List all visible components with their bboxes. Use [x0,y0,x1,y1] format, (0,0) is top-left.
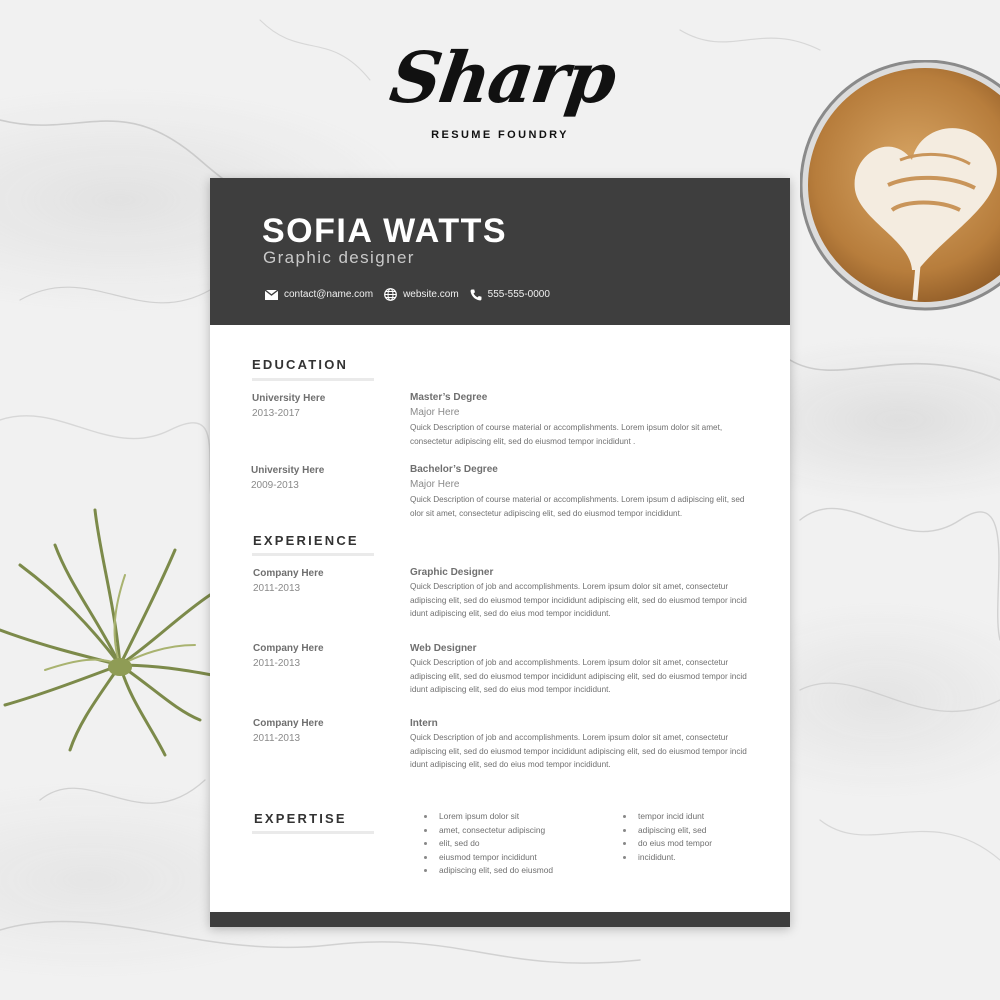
education-entry-2-right [410,462,752,520]
list-item: do eius mod tempor [621,837,712,851]
list-item: amet, consectetur adipiscing [422,824,553,838]
contact-email-text: contact@name.com [284,289,374,300]
resume-footer-bar [210,912,790,927]
experience-entry-3-right [410,716,752,772]
degree-major: Major Here [410,479,460,490]
contact-bar [265,288,561,301]
coffee-cup [800,60,1000,318]
list-item: adipiscing elit, sed [621,824,712,838]
company-name: Company Here [253,718,324,729]
list-item: adipiscing elit, sed do eiusmod [422,864,553,878]
experience-rule [252,553,374,556]
job-title: Web Designer [410,643,477,654]
contact-website [384,288,459,301]
resume-header [210,178,790,325]
list-item: tempor incid idunt [621,810,712,824]
education-entry-1-right [410,390,752,448]
mail-icon [265,290,278,300]
list-item: eiusmod tempor incididunt [422,851,553,865]
job-title: Intern [410,718,438,729]
experience-entry-1-left [253,566,393,597]
expertise-list-2 [621,810,712,864]
experience-entry-2-right [410,641,752,697]
contact-phone-text: 555-555-0000 [487,289,550,300]
school-name: University Here [251,465,325,476]
brand-logo [380,38,625,148]
candidate-role: Graphic designer [263,248,415,267]
brand-subtitle: RESUME FOUNDRY [431,129,569,141]
experience-entry-3-left [253,716,393,747]
company-years: 2011-2013 [253,658,301,669]
school-years: 2013-2017 [252,408,300,419]
expertise-rule [252,831,374,834]
globe-icon [384,288,397,301]
contact-website-text: website.com [403,289,459,300]
degree-major: Major Here [410,407,460,418]
education-entry-1-left [252,391,392,422]
phone-icon [470,289,482,301]
experience-heading: EXPERIENCE [253,533,359,548]
contact-phone [470,289,550,301]
list-item: elit, sed do [422,837,553,851]
brand-script-wordmark: Sharp [385,36,620,119]
company-name: Company Here [253,643,324,654]
resume-page [210,178,790,927]
degree-description: Quick Description of course material or accomplishments. Lorem ipsum d adipiscing elit, sed olor sit amet, consectetur adipiscing elit, sed do eiusmod tempor incididunt. [410,495,745,518]
job-title: Graphic Designer [410,567,494,578]
company-years: 2011-2013 [253,583,301,594]
job-description: Quick Description of job and accomplishments. Lorem ipsum dolor sit amet, consectetur adipiscing elit, sed do eiusmod tempor incididunt adipiscing elit, sed do eiusmod tempor incid idunt adipiscing elit, sed do eius mod tempor incididunt. [410,582,747,619]
education-heading: EDUCATION [252,357,349,372]
school-name: University Here [252,393,326,404]
education-entry-2-left [251,463,391,494]
experience-entry-2-left [253,641,393,672]
job-description: Quick Description of job and accomplishments. Lorem ipsum dolor sit amet, consectetur adipiscing elit, sed do eiusmod tempor incididunt adipiscing elit, sed do eiusmod tempor incid idunt adipiscing elit, sed do eius mod tempor incididunt. [410,658,747,695]
experience-entry-1-right [410,565,752,621]
air-plant [0,505,215,760]
expertise-heading: EXPERTISE [254,811,347,826]
contact-email [265,289,373,300]
degree-description: Quick Description of course material or accomplishments. Lorem ipsum dolor sit amet, consectetur adipiscing elit, sed do eiusmod tempor incididunt . [410,423,723,446]
school-years: 2009-2013 [251,480,299,491]
company-name: Company Here [253,568,324,579]
education-rule [252,378,374,381]
expertise-list-1 [422,810,553,878]
degree-title: Master’s Degree [410,392,488,403]
company-years: 2011-2013 [253,733,301,744]
job-description: Quick Description of job and accomplishments. Lorem ipsum dolor sit amet, consectetur adipiscing elit, sed do eiusmod tempor incididunt adipiscing elit, sed do eiusmod tempor incid idunt adipiscing elit, sed do eius mod tempor incididunt. [410,733,747,770]
list-item: incididunt. [621,851,712,865]
degree-title: Bachelor’s Degree [410,464,498,475]
candidate-name: SOFIA WATTS [262,212,508,250]
list-item: Lorem ipsum dolor sit [422,810,553,824]
